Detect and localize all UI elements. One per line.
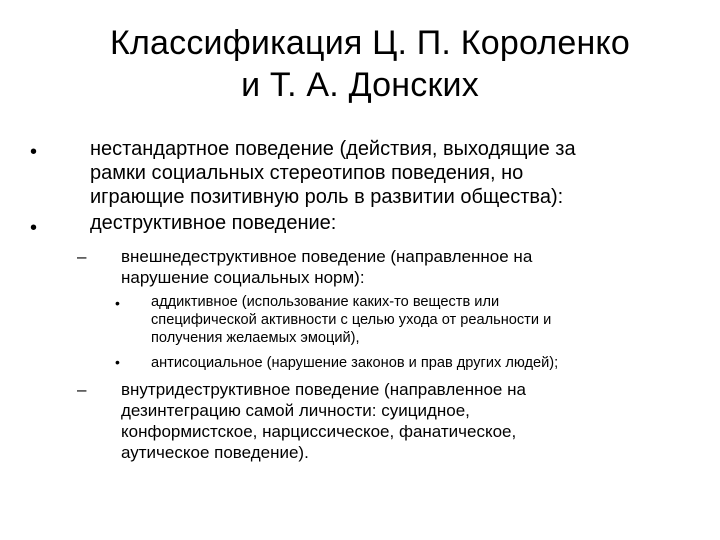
text-line: внутридеструктивное поведение (направленное на (121, 380, 526, 399)
dash-marker: – (77, 380, 87, 399)
text-line: нарушение социальных норм): (121, 268, 365, 287)
text-line: дезинтеграцию самой личности: суицидное, (121, 401, 470, 420)
slide-title (40, 22, 700, 106)
text-line: антисоциальное (нарушение законов и прав других людей); (151, 355, 559, 371)
text-line: играющие позитивную роль в развитии общества): (90, 186, 564, 208)
dash-marker: – (77, 247, 87, 266)
text-line: нестандартное поведение (действия, выходящие за (90, 138, 576, 160)
bullet-marker: • (115, 354, 120, 370)
dash-text (121, 379, 681, 463)
text-line: получения желаемых эмоций), (151, 330, 360, 346)
bullet-marker: • (115, 295, 120, 311)
bullet-text (90, 211, 710, 235)
title-line-1: Классификация Ц. П. Короленко (109, 24, 631, 62)
title-line-2: и Т. А. Донских (241, 66, 479, 104)
sub-bullet-text (151, 293, 691, 347)
text-line: внешнедеструктивное поведение (направленное на (121, 247, 533, 266)
bullet-marker: • (30, 141, 38, 163)
text-line: аутическое поведение). (121, 443, 309, 462)
bullet-text (90, 137, 710, 209)
text-line: конформистское, нарциссическое, фанатическое, (121, 422, 517, 441)
text-line: рамки социальных стереотипов поведения, но (90, 162, 524, 184)
dash-text (121, 246, 681, 288)
text-line: специфической активности с целью ухода от реальности и (151, 312, 552, 328)
text-line: деструктивное поведение: (90, 212, 337, 234)
text-line: аддиктивное (использование каких-то веществ или (151, 294, 500, 310)
sub-bullet-text (151, 354, 691, 372)
bullet-marker: • (30, 217, 38, 239)
